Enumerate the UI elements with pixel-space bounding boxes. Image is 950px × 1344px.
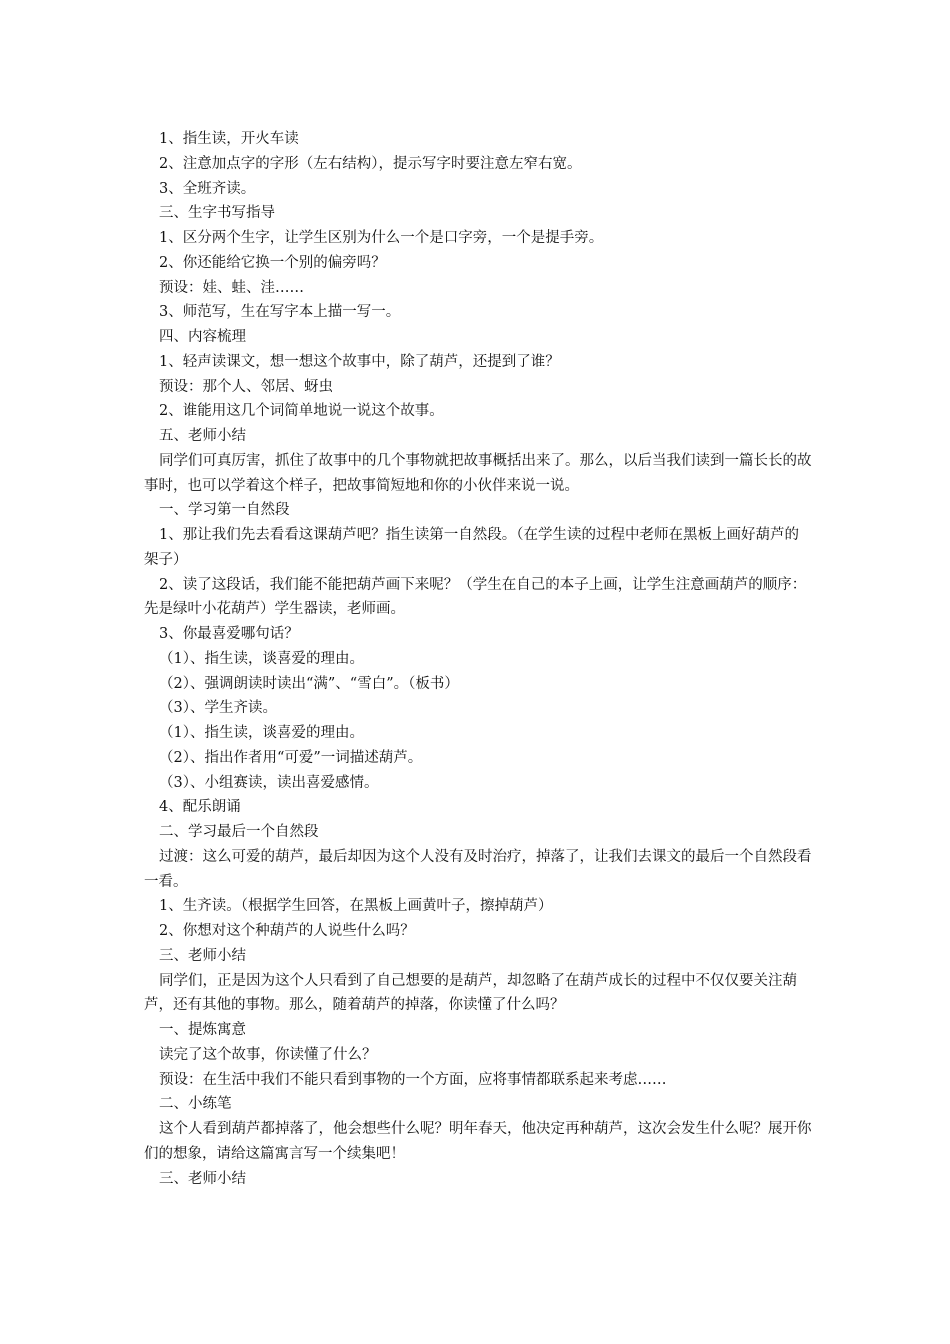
paragraph: 1、那让我们先去看看这课葫芦吧？指生读第一自然段。（在学生读的过程中老师在黑板上画好葫芦的架子）: [144, 527, 799, 568]
section-heading: 一、学习第一自然段: [159, 502, 290, 519]
section-heading: 二、小练笔: [159, 1096, 232, 1113]
paragraph: 同学们可真厉害，抓住了故事中的几个事物就把故事概括出来了。那么，以后当我们读到一篇长长的故事时，也可以学着这个样子，把故事简短地和你的小伙伴来说一说。: [144, 452, 812, 494]
section-heading: 三、老师小结: [159, 1170, 246, 1187]
paragraph: 4、配乐朗诵: [159, 799, 241, 816]
section-heading: 四、内容梳理: [159, 329, 246, 345]
paragraph: 这个人看到葫芦都掉落了，他会想些什么呢？明年春天，他决定再种葫芦，这次会发生什么呢？展开你们的想象，请给这篇寓言写一个续集吧！: [144, 1121, 812, 1162]
paragraph: 过渡：这么可爱的葫芦，最后却因为这个人没有及时治疗，掉落了，让我们去课文的最后一个自然段看一看。: [144, 848, 812, 890]
paragraph: 1、轻声读课文，想一想这个故事中，除了葫芦，还提到了谁？: [159, 353, 560, 370]
paragraph: （3）、学生齐读。: [159, 700, 277, 717]
paragraph: 2、你想对这个种葫芦的人说些什么吗？: [159, 923, 415, 939]
paragraph: 预设：在生活中我们不能只看到事物的一个方面，应将事情都联系起来考虑……: [159, 1071, 667, 1088]
paragraph: （1）、指生读，谈喜爱的理由。: [159, 650, 364, 667]
section-heading: 三、老师小结: [159, 947, 246, 964]
paragraph: 预设：那个人、邻居、蚜虫: [159, 378, 333, 395]
paragraph: 2、读了这段话，我们能不能把葫芦画下来呢？（学生在自己的本子上画，让学生注意画葫芦的顺序：先是绿叶小花葫芦）学生器读，老师画。: [144, 576, 807, 618]
paragraph: 同学们，正是因为这个人只看到了自己想要的是葫芦，却忽略了在葫芦成长的过程中不仅仅要关注葫芦，还有其他的事物。那么，随着葫芦的掉落，你读懂了什么吗？: [144, 972, 797, 1014]
paragraph: 3、师范写，生在写字本上描一写一。: [159, 304, 401, 321]
paragraph: 2、注意加点字的字形（左右结构），提示写字时要注意左窄右宽。: [159, 155, 582, 172]
paragraph: 1、生齐读。（根据学生回答，在黑板上画黄叶子，擦掉葫芦）: [159, 898, 553, 915]
section-heading: 一、提炼寓意: [159, 1022, 246, 1038]
section-heading: 三、生字书写指导: [159, 205, 275, 222]
section-heading: 二、学习最后一个自然段: [159, 824, 319, 840]
section-heading: 五、老师小结: [159, 428, 246, 444]
paragraph: 3、全班齐读。: [159, 180, 256, 197]
paragraph: （3）、小组赛读，读出喜爱感情。: [159, 774, 379, 791]
paragraph: 1、区分两个生字，让学生区别为什么一个是口字旁，一个是提手旁。: [159, 230, 604, 246]
paragraph: 2、谁能用这几个词简单地说一说这个故事。: [159, 403, 444, 420]
paragraph: 3、你最喜爱哪句话？: [159, 626, 299, 642]
document-body: [144, 127, 812, 1191]
paragraph: 预设：娃、蛙、洼……: [159, 279, 304, 296]
paragraph: （2）、指出作者用“可爱”一词描述葫芦。: [159, 749, 423, 766]
paragraph: （1）、指生读，谈喜爱的理由。: [159, 725, 364, 741]
paragraph: 读完了这个故事，你读懂了什么？: [159, 1046, 377, 1063]
paragraph: 1、指生读，开火车读: [159, 131, 299, 147]
paragraph: （2）、强调朗读时读出“满”、“雪白”。（板书）: [159, 675, 459, 692]
paragraph: 2、你还能给它换一个别的偏旁吗？: [159, 254, 386, 271]
